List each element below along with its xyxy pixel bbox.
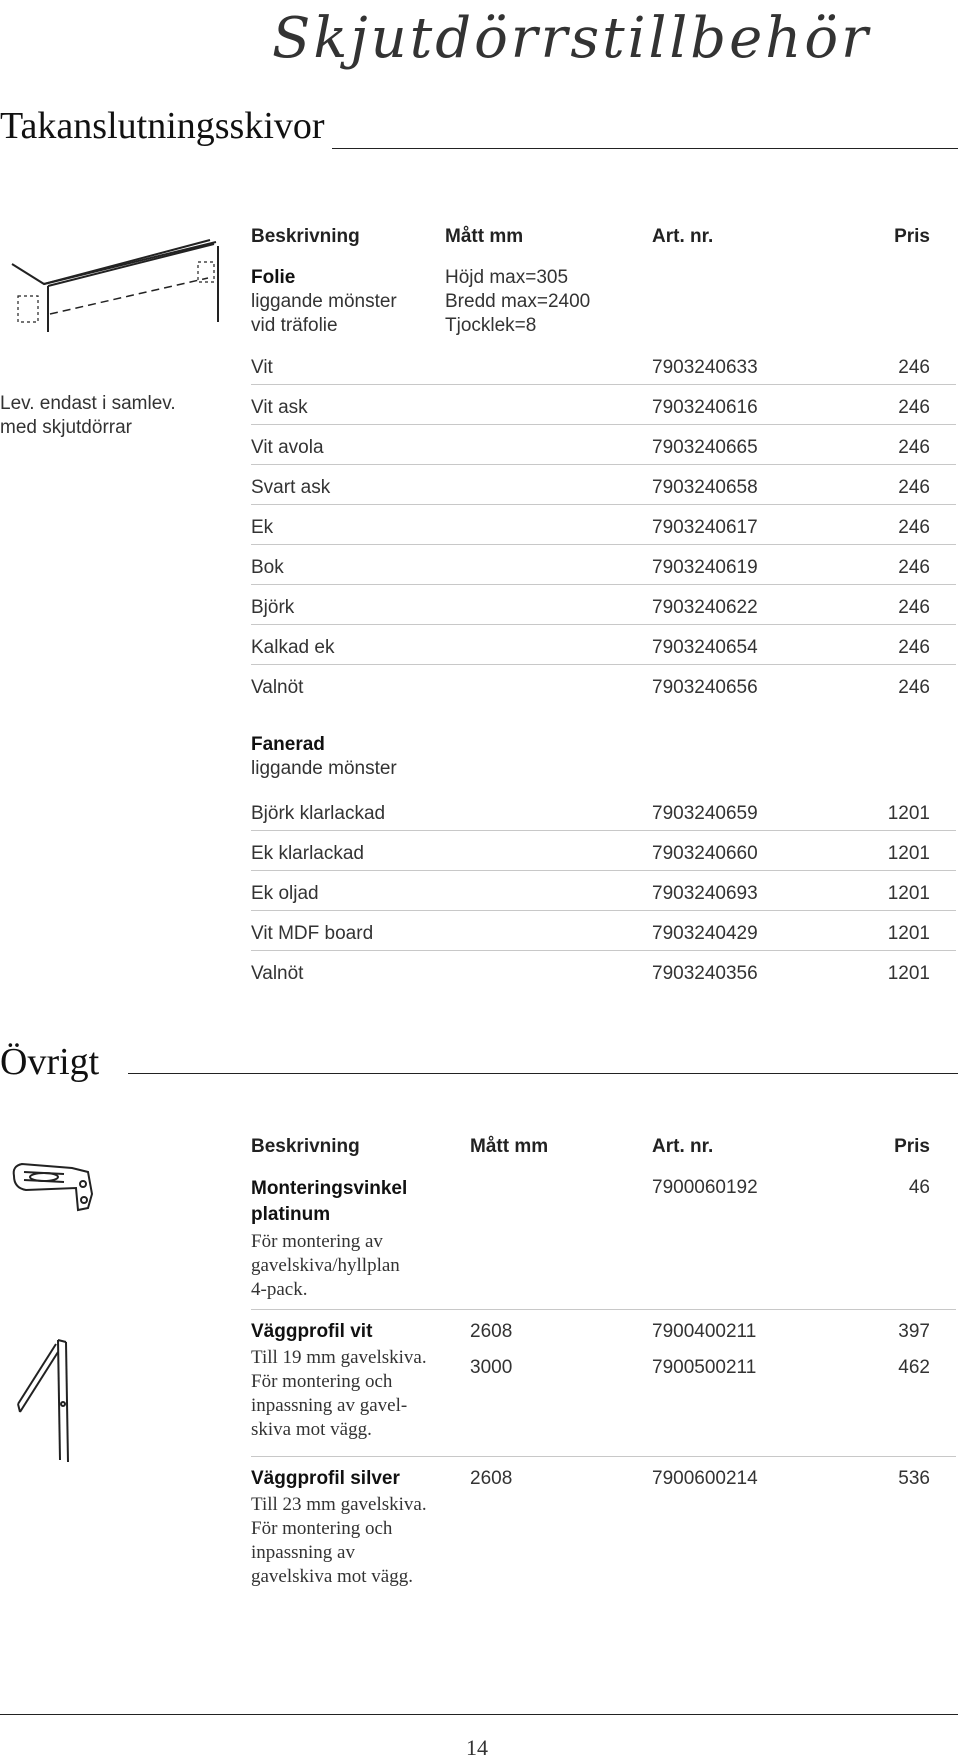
row-divider <box>251 544 956 545</box>
item-name: Monteringsvinkel platinum <box>251 1178 408 1225</box>
row-art-nr: 7903240656 <box>652 677 758 698</box>
fanerad-table <box>251 802 956 1002</box>
mounting-bracket-illustration <box>8 1156 96 1216</box>
row-art-nr: 7903240633 <box>652 357 758 378</box>
item-pris: 46 <box>908 1177 930 1198</box>
row-name: Ek klarlackad <box>251 843 364 864</box>
row-divider <box>251 384 956 385</box>
header-pris: Pris <box>894 1136 930 1157</box>
item-art-nr: 7900060192 <box>652 1177 758 1198</box>
page-title: Skjutdörrstillbehör <box>272 6 871 71</box>
row-art-nr: 7903240616 <box>652 397 758 418</box>
row-art-nr: 7903240622 <box>652 597 758 618</box>
row-divider <box>251 424 956 425</box>
header-matt: Mått mm <box>445 226 524 247</box>
table-row <box>251 396 956 436</box>
row-divider <box>251 830 956 831</box>
header-pris: Pris <box>894 226 930 247</box>
row-name: Ek <box>251 517 274 538</box>
row-name: Kalkad ek <box>251 637 335 658</box>
row-name: Vit MDF board <box>251 923 374 944</box>
section-rule <box>128 1073 958 1074</box>
table-row <box>251 596 956 636</box>
row-art-nr: 7903240619 <box>652 557 758 578</box>
row-name: Vit <box>251 357 273 378</box>
footer-rule <box>0 1714 958 1715</box>
fanerad-name: Fanerad <box>251 734 325 755</box>
row-divider <box>251 1309 956 1310</box>
row-pris: 1201 <box>887 883 930 904</box>
fanerad-desc: liggande mönster <box>251 758 397 779</box>
table-row <box>251 676 956 716</box>
row-pris: 246 <box>898 557 930 578</box>
row-name: Björk <box>251 597 295 618</box>
row-pris: 1201 <box>887 963 930 984</box>
row-art-nr: 7903240617 <box>652 517 758 538</box>
row-name: Valnöt <box>251 963 304 984</box>
row-pris: 1201 <box>887 803 930 824</box>
table-row <box>251 882 956 922</box>
row-pris: 246 <box>898 517 930 538</box>
table-row <box>251 436 956 476</box>
row-art-nr: 7903240665 <box>652 437 758 458</box>
item-desc: Till 19 mm gavelskiva. För montering och inpassning av gavel- skiva mot vägg. <box>251 1347 427 1440</box>
table-row <box>251 922 956 962</box>
table-row <box>251 962 956 1002</box>
row-divider <box>251 950 956 951</box>
row-art-nr: 7903240429 <box>652 923 758 944</box>
row-art-nr: 7903240356 <box>652 963 758 984</box>
item-desc: Till 23 mm gavelskiva. För montering och inpassning av gavelskiva mot vägg. <box>251 1494 427 1587</box>
table-row <box>251 636 956 676</box>
row-pris: 246 <box>898 597 930 618</box>
header-art-nr: Art. nr. <box>652 226 714 247</box>
row-divider <box>251 584 956 585</box>
row-name: Björk klarlackad <box>251 803 386 824</box>
wall-profile-illustration <box>14 1334 84 1464</box>
table-row <box>251 356 956 396</box>
row-name: Vit ask <box>251 397 308 418</box>
row-name: Valnöt <box>251 677 304 698</box>
side-note: Lev. endast i samlev. med skjutdörrar <box>0 393 176 438</box>
row-divider <box>251 624 956 625</box>
item-name: Väggprofil silver <box>251 1468 400 1489</box>
item-art-nr: 7900500211 <box>652 1357 757 1378</box>
table-row <box>251 842 956 882</box>
item-name: Väggprofil vit <box>251 1321 373 1342</box>
row-pris: 246 <box>898 477 930 498</box>
row-divider <box>251 664 956 665</box>
folie-dimensions: Höjd max=305 Bredd max=2400 Tjocklek=8 <box>445 267 591 336</box>
row-name: Svart ask <box>251 477 331 498</box>
ceiling-panel-illustration <box>10 222 220 338</box>
header-beskrivning: Beskrivning <box>251 1136 360 1157</box>
row-divider <box>251 464 956 465</box>
row-pris: 246 <box>898 357 930 378</box>
row-art-nr: 7903240658 <box>652 477 758 498</box>
item-matt: 2608 <box>470 1321 513 1342</box>
row-pris: 1201 <box>887 843 930 864</box>
section-title-ovrigt: Övrigt <box>0 1041 100 1083</box>
row-pris: 1201 <box>887 923 930 944</box>
row-name: Ek oljad <box>251 883 319 904</box>
table-row <box>251 516 956 556</box>
table-row <box>251 476 956 516</box>
folie-table <box>251 356 956 716</box>
row-name: Vit avola <box>251 437 324 458</box>
row-pris: 246 <box>898 397 930 418</box>
row-art-nr: 7903240693 <box>652 883 758 904</box>
section-rule <box>332 148 958 149</box>
table-row <box>251 802 956 842</box>
header-art-nr: Art. nr. <box>652 1136 714 1157</box>
row-pris: 246 <box>898 677 930 698</box>
row-divider <box>251 1456 956 1457</box>
row-divider <box>251 504 956 505</box>
item-art-nr: 7900400211 <box>652 1321 757 1342</box>
folie-name: Folie <box>251 267 296 288</box>
item-art-nr: 7900600214 <box>652 1468 758 1489</box>
row-divider <box>251 870 956 871</box>
row-art-nr: 7903240659 <box>652 803 758 824</box>
header-beskrivning: Beskrivning <box>251 226 360 247</box>
table-row <box>251 556 956 596</box>
item-pris: 536 <box>898 1468 930 1489</box>
item-matt: 2608 <box>470 1468 513 1489</box>
item-pris: 462 <box>898 1357 930 1378</box>
page-number: 14 <box>466 1735 488 1760</box>
row-divider <box>251 910 956 911</box>
row-pris: 246 <box>898 637 930 658</box>
row-pris: 246 <box>898 437 930 458</box>
row-art-nr: 7903240660 <box>652 843 758 864</box>
item-pris: 397 <box>898 1321 930 1342</box>
header-matt: Mått mm <box>470 1136 549 1157</box>
item-desc: För montering av gavelskiva/hyllplan 4-pack. <box>251 1231 400 1300</box>
item-matt: 3000 <box>470 1357 513 1378</box>
folie-desc: liggande mönster vid träfolie <box>251 291 397 336</box>
row-art-nr: 7903240654 <box>652 637 758 658</box>
section-title-takanslutningsskivor: Takanslutningsskivor <box>0 105 325 147</box>
row-name: Bok <box>251 557 284 578</box>
